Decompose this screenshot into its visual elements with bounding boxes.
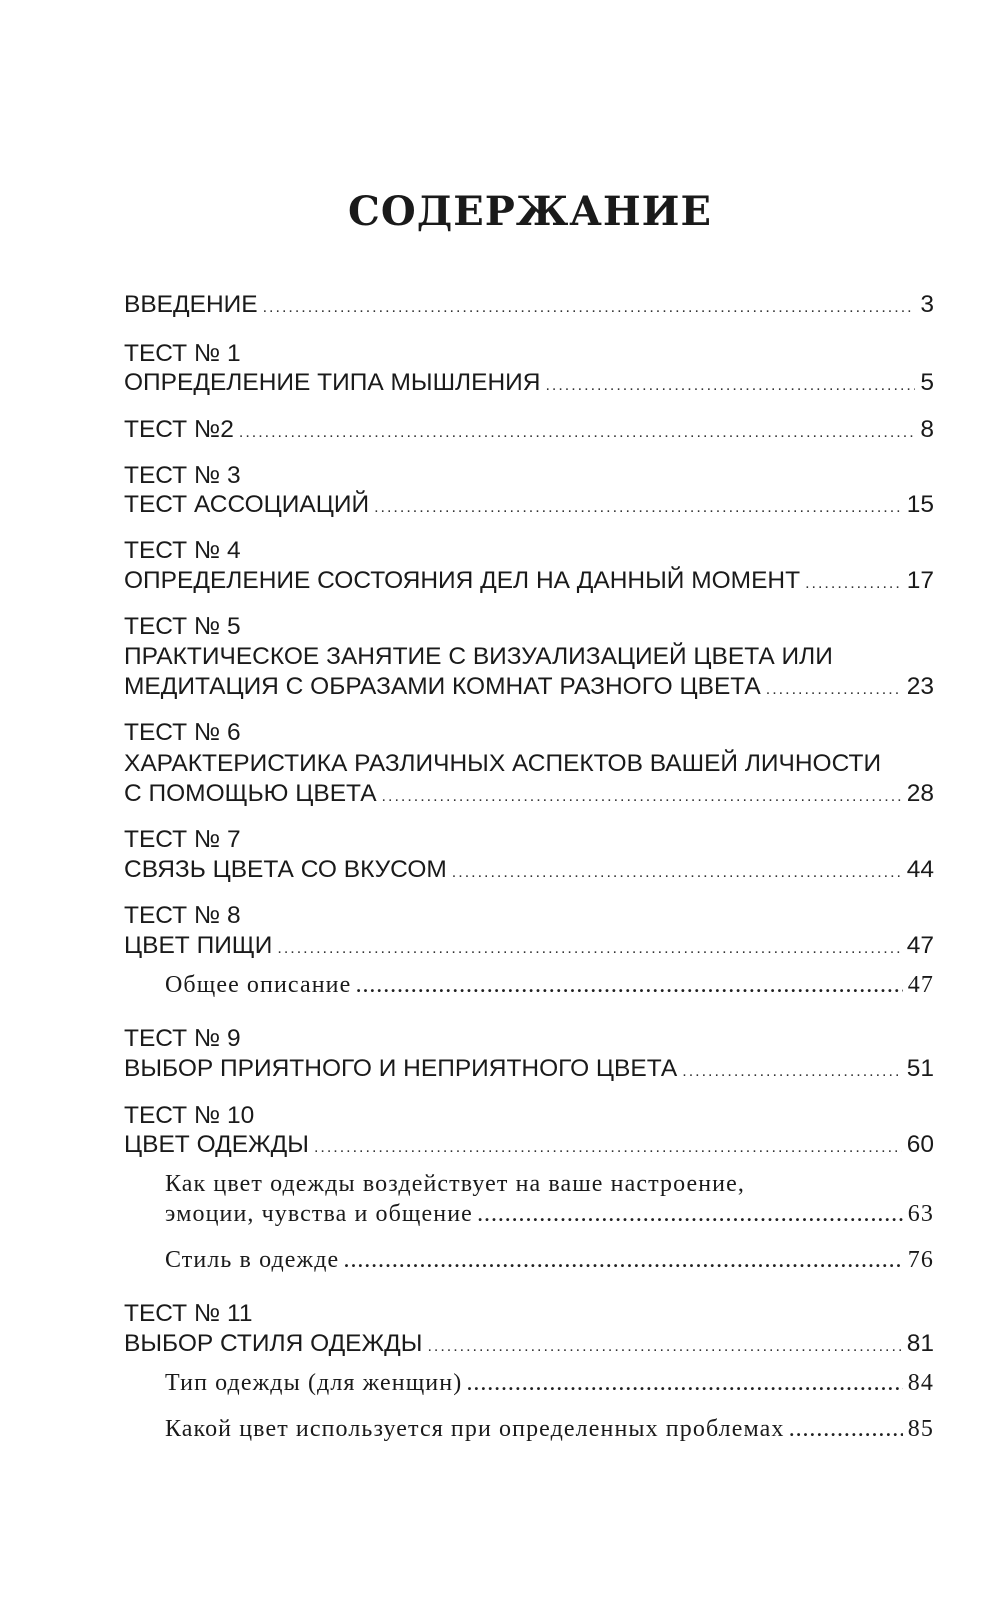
toc-page-number: 81 xyxy=(906,1330,934,1357)
dot-leader xyxy=(277,940,901,958)
toc-subentry xyxy=(165,972,934,1004)
dot-leader xyxy=(467,1374,903,1395)
toc-page-number: 60 xyxy=(906,1131,934,1158)
toc-page-number: 8 xyxy=(920,416,934,443)
toc-page-number: 28 xyxy=(906,780,934,807)
toc-subentry xyxy=(165,1416,934,1448)
dot-leader xyxy=(239,424,915,442)
toc-test-heading: ТЕСТ № 9 xyxy=(124,1025,241,1052)
toc-page-number: 51 xyxy=(906,1055,934,1082)
toc-test-heading: ТЕСТ № 6 xyxy=(124,719,241,746)
dot-leader xyxy=(344,1251,903,1272)
dot-leader xyxy=(356,976,902,997)
toc-entry-label: Общее описание xyxy=(165,972,352,998)
toc-page-number: 44 xyxy=(906,856,934,883)
toc-page-number: 15 xyxy=(906,491,934,518)
toc-entry xyxy=(124,780,934,812)
toc-page-number: 85 xyxy=(907,1416,934,1442)
toc-page-number: 5 xyxy=(920,369,934,396)
toc-entry xyxy=(124,932,934,964)
toc-test-heading: ТЕСТ № 5 xyxy=(124,613,241,640)
toc-entry-line: ПРАКТИЧЕСКОЕ ЗАНЯТИЕ С ВИЗУАЛИЗАЦИЕЙ ЦВЕТА ИЛИ xyxy=(124,643,833,670)
toc-entry xyxy=(124,856,934,888)
toc-entry xyxy=(124,1055,934,1087)
dot-leader xyxy=(263,299,916,317)
toc-entry-label: ОПРЕДЕЛЕНИЕ СОСТОЯНИЯ ДЕЛ НА ДАННЫЙ МОМЕНТ xyxy=(124,567,801,594)
toc-entry xyxy=(124,1330,934,1362)
dot-leader xyxy=(789,1420,902,1441)
toc-page-number: 84 xyxy=(907,1370,934,1396)
dot-leader xyxy=(382,788,902,806)
toc-page-number: 47 xyxy=(907,972,934,998)
dot-leader xyxy=(805,575,902,593)
toc-entry-line: ХАРАКТЕРИСТИКА РАЗЛИЧНЫХ АСПЕКТОВ ВАШЕЙ ЛИЧНОСТИ xyxy=(124,750,882,777)
toc-entry xyxy=(124,369,934,401)
toc-entry-label: МЕДИТАЦИЯ С ОБРАЗАМИ КОМНАТ РАЗНОГО ЦВЕТА xyxy=(124,673,761,700)
page-title: СОДЕРЖАНИЕ xyxy=(348,188,712,235)
toc-entry xyxy=(124,491,934,523)
toc-test-heading: ТЕСТ № 8 xyxy=(124,902,241,929)
dot-leader xyxy=(682,1063,901,1081)
dot-leader xyxy=(478,1205,903,1226)
toc-subentry-line: Как цвет одежды воздействует на ваше настроение, xyxy=(165,1171,745,1197)
dot-leader xyxy=(427,1338,901,1356)
toc-page-number: 63 xyxy=(907,1201,934,1227)
toc-entry-label: Стиль в одежде xyxy=(165,1247,340,1273)
toc-entry xyxy=(124,1131,934,1163)
toc-entry-label: ЦВЕТ ОДЕЖДЫ xyxy=(124,1131,309,1158)
toc-entry-label: эмоции, чувства и общение xyxy=(165,1201,473,1227)
toc-test-heading: ТЕСТ № 10 xyxy=(124,1102,255,1129)
toc-entry-label: ТЕСТ АССОЦИАЦИЙ xyxy=(124,491,370,518)
toc-entry-label: Какой цвет используется при определенных проблемах xyxy=(165,1416,785,1442)
toc-entry-label: ЦВЕТ ПИЩИ xyxy=(124,932,273,959)
dot-leader xyxy=(452,864,902,882)
toc-entry-label: ВЫБОР ПРИЯТНОГО И НЕПРИЯТНОГО ЦВЕТА xyxy=(124,1055,678,1082)
toc-entry-label: ВЫБОР СТИЛЯ ОДЕЖДЫ xyxy=(124,1330,423,1357)
dot-leader xyxy=(374,499,902,517)
toc-test-heading: ТЕСТ № 1 xyxy=(124,340,241,367)
toc-page-number: 23 xyxy=(906,673,934,700)
dot-leader xyxy=(766,681,902,699)
toc-page-number: 76 xyxy=(907,1247,934,1273)
toc-entry xyxy=(124,416,934,448)
toc-test-heading: ТЕСТ № 3 xyxy=(124,462,241,489)
toc-subentry xyxy=(165,1247,934,1279)
toc-page-number: 47 xyxy=(906,932,934,959)
toc-page-number: 17 xyxy=(906,567,934,594)
toc-test-heading: ТЕСТ № 11 xyxy=(124,1300,253,1327)
toc-entry-label: СВЯЗЬ ЦВЕТА СО ВКУСОМ xyxy=(124,856,447,883)
toc-entry xyxy=(124,673,934,705)
toc-entry-label: ВВЕДЕНИЕ xyxy=(124,291,258,318)
toc-entry-label: С ПОМОЩЬЮ ЦВЕТА xyxy=(124,780,377,807)
toc-entry-introduction xyxy=(124,291,934,323)
dot-leader xyxy=(545,377,915,395)
toc-entry xyxy=(124,567,934,599)
toc-subentry xyxy=(165,1201,934,1233)
toc-test-heading: ТЕСТ № 4 xyxy=(124,537,241,564)
toc-entry-label: Тип одежды (для женщин) xyxy=(165,1370,463,1396)
toc-page-number: 3 xyxy=(920,291,934,318)
toc-entry-label: ТЕСТ №2 xyxy=(124,416,234,443)
toc-test-heading: ТЕСТ № 7 xyxy=(124,826,241,853)
dot-leader xyxy=(314,1139,902,1157)
toc-subentry xyxy=(165,1370,934,1402)
toc-entry-label: ОПРЕДЕЛЕНИЕ ТИПА МЫШЛЕНИЯ xyxy=(124,369,541,396)
